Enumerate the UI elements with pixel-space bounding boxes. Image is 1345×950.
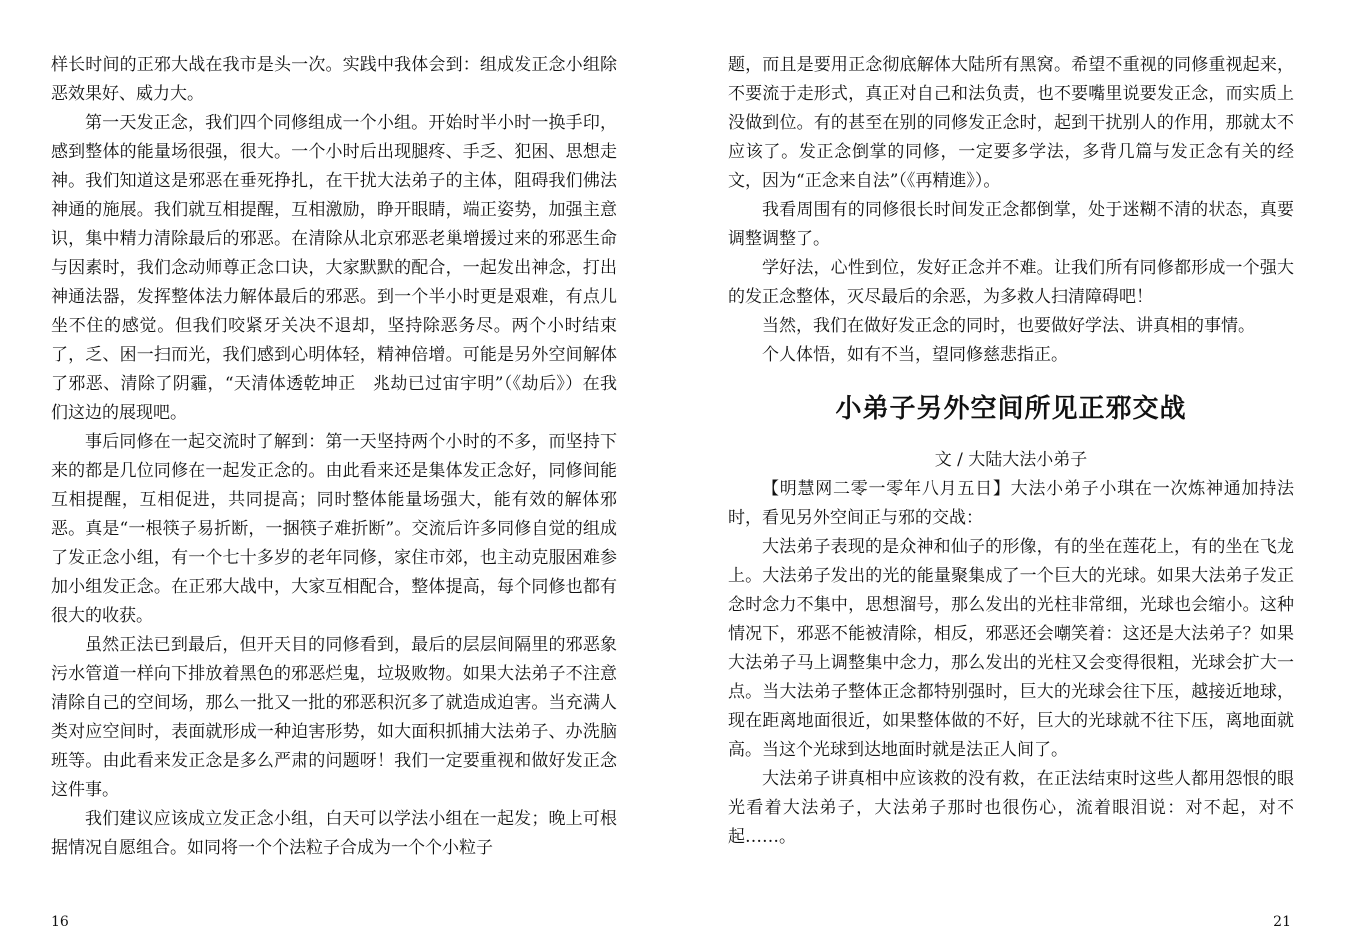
page-number-right: 21 [1273,914,1291,930]
paragraph: 学好法，心性到位，发好正念并不难。让我们所有同修都形成一个强大的发正念整体，灭尽最后的余恶，为多救人扫清障碍吧！ [728,258,1294,307]
paragraph: 事后同修在一起交流时了解到：第一天坚持两个小时的不多，而坚持下来的都是几位同修在一起发正念的。由此看来还是集体发正念好，同修间能互相提醒，互相促进，共同提高；同时整体能量场强大，能有效的解体邪恶。真是“一根筷子易折断，一捆筷子难折断”。交流后许多同修自觉的组成了发正念小组，有一个七十多岁的老年同修，家住市郊，也主动克服困难参加小组发正念。在正邪大战中，大家互相配合，整体提高，每个同修也都有很大的收获。 [51,432,617,626]
page-number-left: 16 [51,914,69,930]
paragraph: 当然，我们在做好发正念的同时，也要做好学法、讲真相的事情。 [762,316,1255,336]
paragraph: 题，而且是要用正念彻底解体大陆所有黑窝。希望不重视的同修重视起来，不要流于走形式，真正对自己和法负责，也不要嘴里说要发正念，而实质上没做到位。有的甚至在别的同修发正念时，起到干扰别人的作用，那就太不应该了。发正念倒掌的同修，一定要多学法，多背几篇与发正念有关的经文，因为“正念来自法”（《再精進》）。 [728,55,1294,191]
paragraph: 大法弟子表现的是众神和仙子的形像，有的坐在莲花上，有的坐在飞龙上。大法弟子发出的光的能量聚集成了一个巨大的光球。如果大法弟子发正念时念力不集中，思想溜号，那么发出的光柱非常细，光球也会缩小。这种情况下，邪恶不能被清除，相反，邪恶还会嘲笑着：这还是大法弟子？如果大法弟子马上调整集中念力，那么发出的光柱又会变得很粗，光球会扩大一点。当大法弟子整体正念都特别强时，巨大的光球会往下压，越接近地球，现在距离地面很近，如果整体做的不好，巨大的光球就不往下压，离地面就高。当这个光球到达地面时就是法正人间了。 [728,537,1294,760]
paragraph: 样长时间的正邪大战在我市是头一次。实践中我体会到：组成发正念小组除恶效果好、威力大。 [51,55,617,104]
paragraph: 个人体悟，如有不当，望同修慈悲指正。 [762,345,1068,365]
article-title: 小弟子另外空间所见正邪交战 [835,394,1187,424]
paragraph: 虽然正法已到最后，但开天目的同修看到，最后的层层间隔里的邪恶象污水管道一样向下排放着黑色的邪恶烂鬼，垃圾败物。如果大法弟子不注意清除自己的空间场，那么一批又一批的邪恶积沉多了就造成迫害。当充满人类对应空间时，表面就形成一种迫害形势，如大面积抓捕大法弟子、办洗脑班等。由此看来发正念是多么严肃的问题呀！我们一定要重视和做好发正念这件事。 [51,635,617,800]
right-page-text [728,51,1294,852]
paragraph: 我看周围有的同修很长时间发正念都倒掌，处于迷糊不清的状态，真要调整调整了。 [728,200,1294,249]
paragraph: 第一天发正念，我们四个同修组成一个小组。开始时半小时一换手印，感到整体的能量场很强，很大。一个小时后出现腿疼、手乏、犯困、思想走神。我们知道这是邪恶在垂死挣扎，在干扰大法弟子的主体，阻碍我们佛法神通的施展。我们就互相提醒，互相激励，睁开眼睛，端正姿势，加强主意识，集中精力清除最后的邪恶。在清除从北京邪恶老巢增援过来的邪恶生命与因素时，我们念动师尊正念口诀，大家默默的配合，一起发出神念，打出神通法器，发挥整体法力解体最后的邪恶。到一个半小时更是艰难，有点儿坐不住的感觉。但我们咬紧牙关决不退却，坚持除恶务尽。两个小时结束了，乏、困一扫而光，我们感到心明体轻，精神倍增。可能是另外空间解体了邪恶、清除了阴霾，“天清体透乾坤正 兆劫已过宙宇明”（《劫后》）在我们这边的展现吧。 [51,113,617,423]
left-page [0,0,672,950]
paragraph: 我们建议应该成立发正念小组，白天可以学法小组在一起发；晚上可根据情况自愿组合。如同将一个个法粒子合成为一个个小粒子 [51,809,617,858]
article-byline: 文 / 大陆大法小弟子 [934,450,1088,470]
paragraph: 大法弟子讲真相中应该救的没有救，在正法结束时这些人都用怨恨的眼光看着大法弟子，大法弟子那时也很伤心，流着眼泪说：对不起，对不起……。 [728,769,1294,847]
paragraph: 【明慧网二零一零年八月五日】大法小弟子小琪在一次炼神通加持法时，看见另外空间正与邪的交战： [728,479,1294,528]
left-page-text [51,51,617,863]
right-page [672,0,1345,950]
